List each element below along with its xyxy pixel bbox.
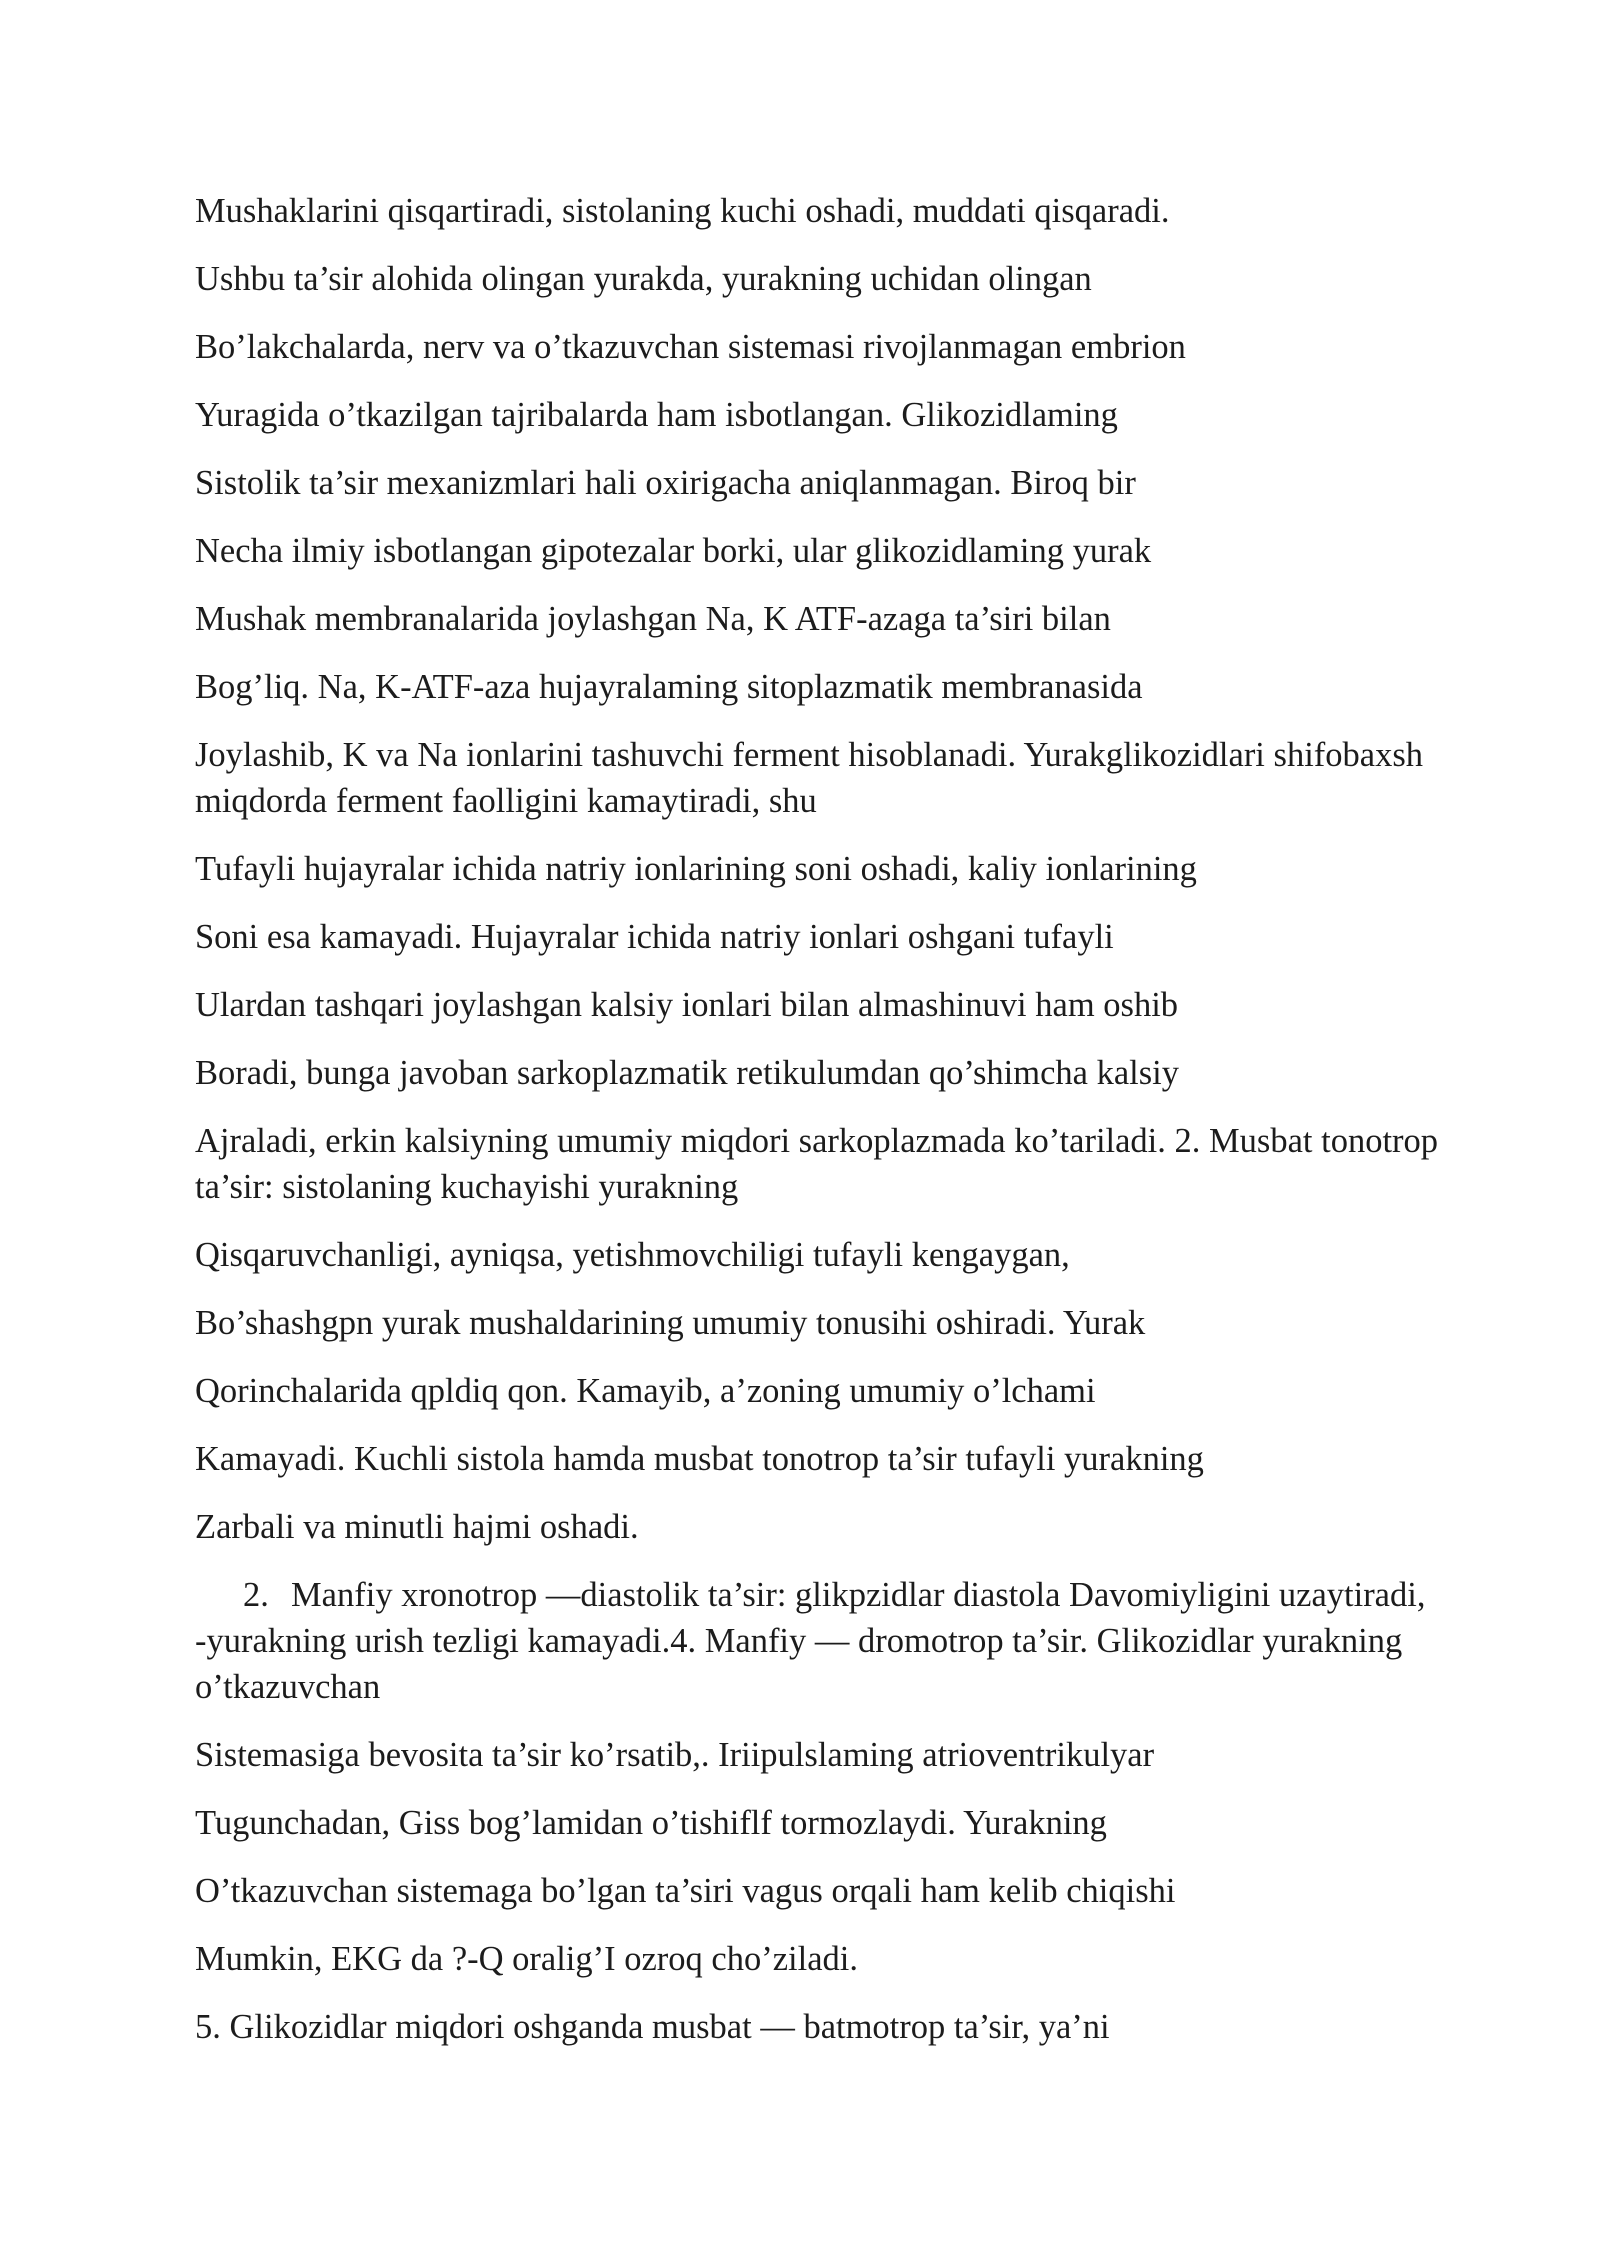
paragraph: Tugunchadan, Giss bog’lamidan o’tishiflf tormozlaydi. Yurakning <box>195 1804 1107 1842</box>
paragraph: O’tkazuvchan sistemaga bo’lgan ta’siri vagus orqali ham kelib chiqishi <box>195 1872 1176 1910</box>
paragraph: Ajraladi, erkin kalsiyning umumiy miqdori sarkoplazmada ko’tariladi. 2. Musbat tonotrop ta’sir: sistolaning kuchayishi yurakning <box>195 1122 1439 1206</box>
paragraph: Soni esa kamayadi. Hujayralar ichida natriy ionlari oshgani tufayli <box>195 918 1114 956</box>
paragraph: Sistolik ta’sir mexanizmlari hali oxirigacha aniqlanmagan. Biroq bir <box>195 464 1136 502</box>
paragraph: Yuragida o’tkazilgan tajribalarda ham isbotlangan. Glikozidlaming <box>195 396 1118 434</box>
paragraph: Joylashib, K va Na ionlarini tashuvchi ferment hisoblanadi. Yurakglikozidlari shifobaxsh miqdorda ferment faolligini kamaytiradi, shu <box>195 736 1424 820</box>
paragraph: Qisqaruvchanligi, ayniqsa, yetishmovchiligi tufayli kengaygan, <box>195 1236 1070 1274</box>
paragraph: Mumkin, EKG da ?-Q oralig’I ozroq cho’ziladi. <box>195 1940 858 1978</box>
paragraph: Mushaklarini qisqartiradi, sistolaning kuchi oshadi, muddati qisqaradi. <box>195 192 1170 230</box>
paragraph: Bo’shashgpn yurak mushaldarining umumiy tonusihi oshiradi. Yurak <box>195 1304 1146 1342</box>
paragraph: Bog’liq. Na, K-ATF-aza hujayralaming sitoplazmatik membranasida <box>195 668 1143 706</box>
paragraph: 5. Glikozidlar miqdori oshganda musbat — batmotrop ta’sir, ya’ni <box>195 2008 1110 2046</box>
paragraph: Kamayadi. Kuchli sistola hamda musbat tonotrop ta’sir tufayli yurakning <box>195 1440 1204 1478</box>
paragraph: Bo’lakchalarda, nerv va o’tkazuvchan sistemasi rivojlanmagan embrion <box>195 328 1186 366</box>
paragraph: Sistemasiga bevosita ta’sir ko’rsatib,. Iriipulslaming atrioventrikulyar <box>195 1736 1155 1774</box>
paragraph: Boradi, bunga javoban sarkoplazmatik retikulumdan qo’shimcha kalsiy <box>195 1054 1179 1092</box>
numbered-list-item <box>195 1572 1445 1710</box>
paragraph: Mushak membranalarida joylashgan Na, K ATF-azaga ta’siri bilan <box>195 600 1111 638</box>
list-item-number: 2. <box>243 1576 269 1614</box>
list-item-text: Manfiy xronotrop —diastolik ta’sir: glikpzidlar diastola Davomiyligini uzaytiradi, -yurakning urish tezligi kamayadi.4. Manfiy — dromotrop ta’sir. Glikozidlar yurakning o’tkazuvchan <box>195 1576 1426 1706</box>
paragraph: Ulardan tashqari joylashgan kalsiy ionlari bilan almashinuvi ham oshib <box>195 986 1179 1024</box>
paragraph: Ushbu ta’sir alohida olingan yurakda, yurakning uchidan olingan <box>195 260 1092 298</box>
paragraph: Zarbali va minutli hajmi oshadi. <box>195 1508 639 1546</box>
document-body <box>195 188 1445 2072</box>
paragraph: Tufayli hujayralar ichida natriy ionlarining soni oshadi, kaliy ionlarining <box>195 850 1197 888</box>
paragraph: Necha ilmiy isbotlangan gipotezalar borki, ular glikozidlaming yurak <box>195 532 1152 570</box>
paragraph: Qorinchalarida qpldiq qon. Kamayib, a’zoning umumiy o’lchami <box>195 1372 1096 1410</box>
